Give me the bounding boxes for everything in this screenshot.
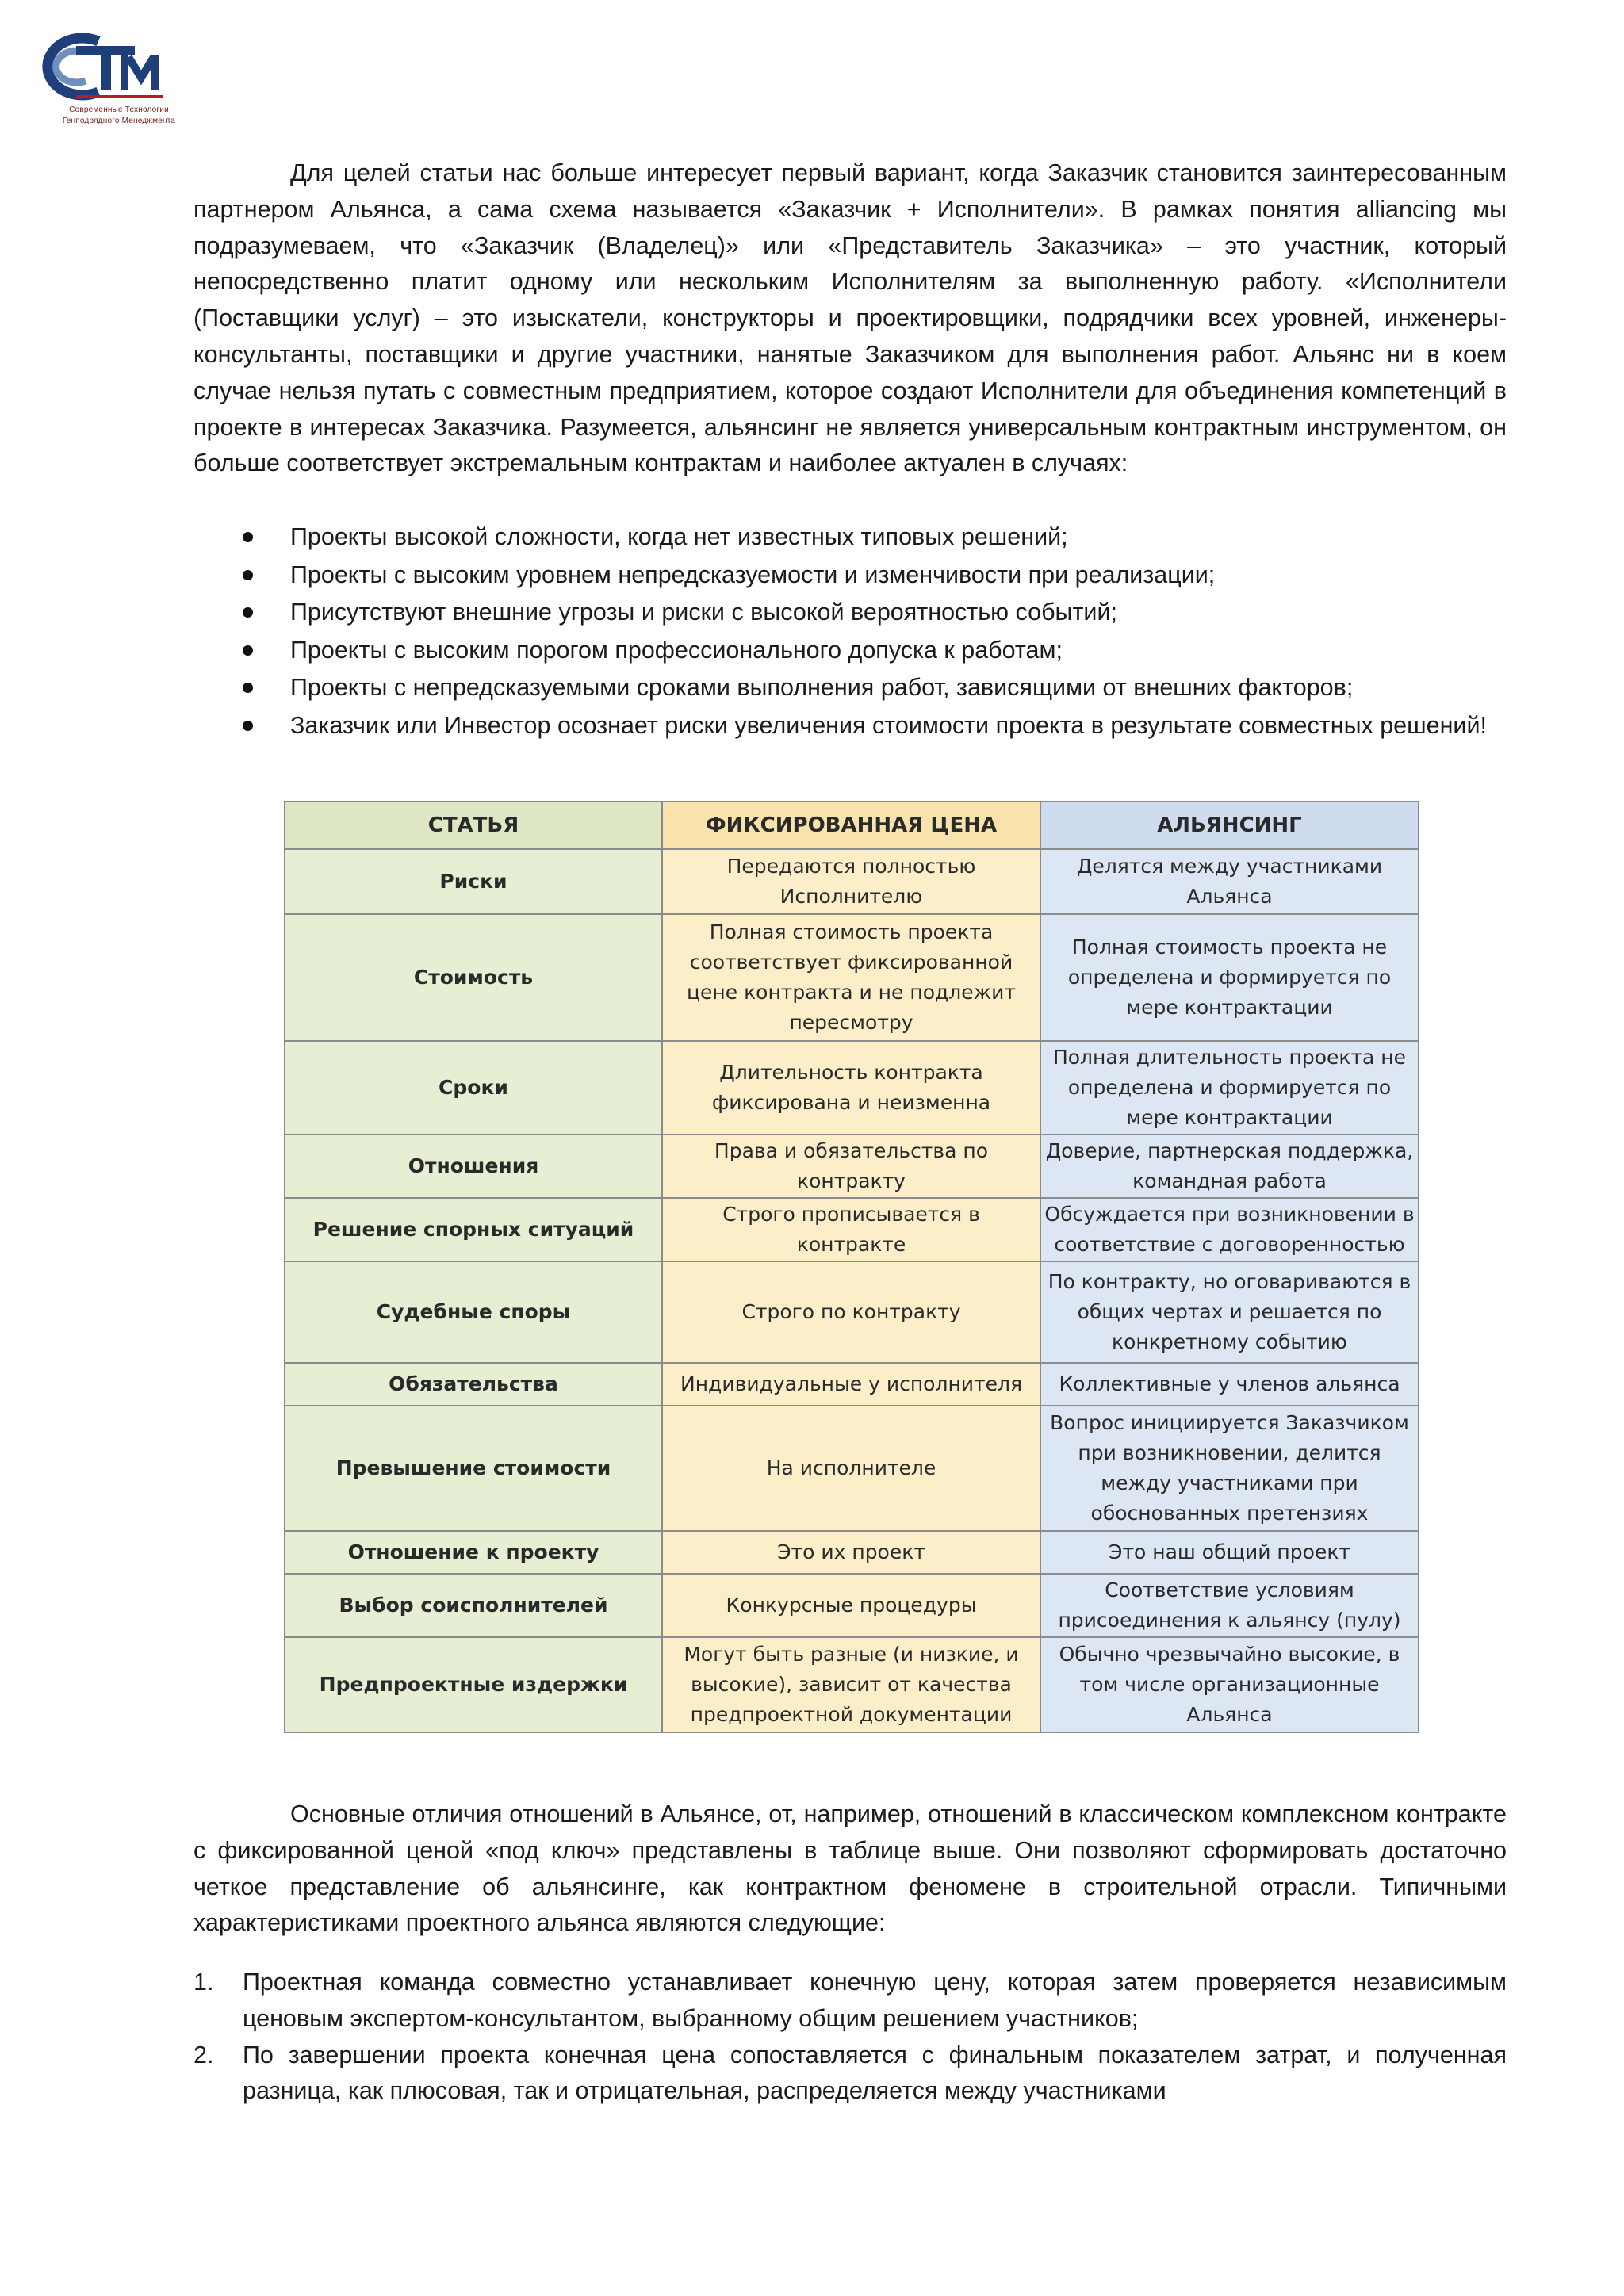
table-row (285, 1574, 1419, 1637)
alliancing-cell: Обсуждается при возникновении в соответствие с договоренностью (1040, 1198, 1419, 1261)
outro-paragraph: Основные отличия отношений в Альянсе, от, например, отношений в классическом комплексном контракте с фиксированной ценой «под ключ» представлены в таблице выше. Они позволяют сформировать достаточно четкое представление об альянсинге, как контрактном феномене в строительной отрасли. Типичными характеристиками проектного альянса являются следующие: (193, 1800, 1507, 1937)
row-label: Обязательства (285, 1363, 662, 1406)
fixed-price-cell: На исполнителе (662, 1406, 1040, 1531)
alliancing-cell: Это наш общий проект (1040, 1531, 1419, 1574)
logo-mark-icon (29, 30, 187, 103)
list-item-text: Проекты с непредсказуемыми сроками выполнения работ, зависящими от внешних факторов; (290, 674, 1354, 701)
column-header-fixed-price: ФИКСИРОВАННАЯ ЦЕНА (662, 802, 1040, 849)
list-item (290, 632, 1507, 670)
table-row (285, 1406, 1419, 1531)
list-item-text: По завершении проекта конечная цена сопоставляется с финальным показателем затрат, и полученная разница, как плюсовая, так и отрицательная, распределяется между участниками (243, 2041, 1507, 2105)
table-row (285, 1363, 1419, 1406)
fixed-price-cell: Полная стоимость проекта соответствует фиксированной цене контракта и не подлежит пересмотру (662, 914, 1040, 1041)
row-label: Выбор соисполнителей (285, 1574, 662, 1637)
list-item-text: Проектная команда совместно устанавливает конечную цену, которая затем проверяется независимым ценовым экспертом-консультантом, выбранному общим решением участников; (243, 1969, 1507, 2032)
row-label: Превышение стоимости (285, 1406, 662, 1531)
alliancing-cell: Обычно чрезвычайно высокие, в том числе организационные Альянса (1040, 1637, 1419, 1732)
alliancing-cell: Доверие, партнерская поддержка, командная работа (1040, 1135, 1419, 1198)
table-row (285, 1135, 1419, 1198)
company-logo (29, 30, 187, 133)
list-item-text: Проекты с высоким порогом профессионального допуска к работам; (290, 636, 1063, 664)
table-row (285, 1261, 1419, 1363)
intro-paragraph: Для целей статьи нас больше интересует первый вариант, когда Заказчик становится заинтересованным партнером Альянса, а сама схема называется «Заказчик + Исполнители». В рамках понятия alliancing мы подразумеваем, что «Заказчик (Владелец)» или «Представитель Заказчика» – это участник, который непосредственно платит одному или нескольким Исполнителям за выполненную работу. «Исполнители (Поставщики услуг) – это изыскатели, конструкторы и проектировщики, подрядчики всех уровней, инженеры-консультанты, поставщики и другие участники, нанятые Заказчиком для выполнения работ. Альянс ни в коем случае нельзя путать с совместным предприятием, которое создают Исполнители для объединения компетенций в проекте в интересах Заказчика. Разумеется, альянсинг не является универсальным контрактным инструментом, он больше соответствует экстремальным контрактам и наиболее актуален в случаях: (193, 159, 1507, 477)
alliancing-cell: Делятся между участниками Альянса (1040, 849, 1419, 914)
column-header-article: СТАТЬЯ (285, 802, 662, 849)
bullet-list (290, 519, 1507, 744)
bullet-icon (243, 683, 253, 693)
fixed-price-cell: Передаются полностью Исполнителю (662, 849, 1040, 914)
fixed-price-cell: Могут быть разные (и низкие, и высокие), зависит от качества предпроектной документации (662, 1637, 1040, 1732)
bullet-icon (243, 607, 253, 618)
bullet-icon (243, 570, 253, 580)
table-row (285, 1531, 1419, 1574)
row-label: Решение спорных ситуаций (285, 1198, 662, 1261)
list-item (193, 1965, 1507, 2038)
fixed-price-cell: Строго по контракту (662, 1261, 1040, 1363)
table-header-row (285, 802, 1419, 849)
logo-tagline-line2: Генподрядного Менеджмента (62, 117, 176, 125)
list-item-number: 1. (193, 1969, 214, 1996)
fixed-price-cell: Строго прописывается в контракте (662, 1198, 1040, 1261)
list-item-text: Проекты с высоким уровнем непредсказуемости и изменчивости при реализации; (290, 561, 1216, 588)
alliancing-cell: По контракту, но оговариваются в общих чертах и решается по конкретному событию (1040, 1261, 1419, 1363)
bullet-icon (243, 645, 253, 656)
list-item (290, 669, 1507, 707)
logo-tagline-line1: Современные Технологии (69, 105, 169, 114)
row-label: Стоимость (285, 914, 662, 1041)
row-label: Риски (285, 849, 662, 914)
table-row (285, 1198, 1419, 1261)
row-label: Отношения (285, 1135, 662, 1198)
table-row (285, 849, 1419, 914)
table-row (285, 1041, 1419, 1135)
alliancing-cell: Полная стоимость проекта не определена и формируется по мере контрактации (1040, 914, 1419, 1041)
alliancing-cell: Коллективные у членов альянса (1040, 1363, 1419, 1406)
bullet-icon (243, 532, 253, 542)
list-item-text: Присутствуют внешние угрозы и риски с высокой вероятностью событий; (290, 599, 1117, 626)
fixed-price-cell: Права и обязательства по контракту (662, 1135, 1040, 1198)
row-label: Предпроектные издержки (285, 1637, 662, 1732)
alliancing-cell: Полная длительность проекта не определена и формируется по мере контрактации (1040, 1041, 1419, 1135)
bullet-icon (243, 721, 253, 731)
list-item (193, 2038, 1507, 2110)
list-item (290, 557, 1507, 595)
list-item (290, 594, 1507, 632)
row-label: Судебные споры (285, 1261, 662, 1363)
row-label: Сроки (285, 1041, 662, 1135)
list-item-text: Проекты высокой сложности, когда нет известных типовых решений; (290, 523, 1068, 550)
fixed-price-cell: Конкурсные процедуры (662, 1574, 1040, 1637)
list-item-number: 2. (193, 2041, 214, 2068)
fixed-price-cell: Индивидуальные у исполнителя (662, 1363, 1040, 1406)
comparison-table (284, 801, 1419, 1733)
list-item (290, 519, 1507, 557)
fixed-price-cell: Это их проект (662, 1531, 1040, 1574)
alliancing-cell: Вопрос инициируется Заказчиком при возникновении, делится между участниками при обоснованных претензиях (1040, 1406, 1419, 1531)
table-row (285, 914, 1419, 1041)
table-row (285, 1637, 1419, 1732)
alliancing-cell: Соответствие условиям присоединения к альянсу (пулу) (1040, 1574, 1419, 1637)
list-item-text: Заказчик или Инвестор осознает риски увеличения стоимости проекта в результате совместных решений! (290, 711, 1487, 739)
fixed-price-cell: Длительность контракта фиксирована и неизменна (662, 1041, 1040, 1135)
row-label: Отношение к проекту (285, 1531, 662, 1574)
list-item (290, 707, 1507, 745)
numbered-list (193, 1965, 1507, 2110)
column-header-alliancing: АЛЬЯНСИНГ (1040, 802, 1419, 849)
